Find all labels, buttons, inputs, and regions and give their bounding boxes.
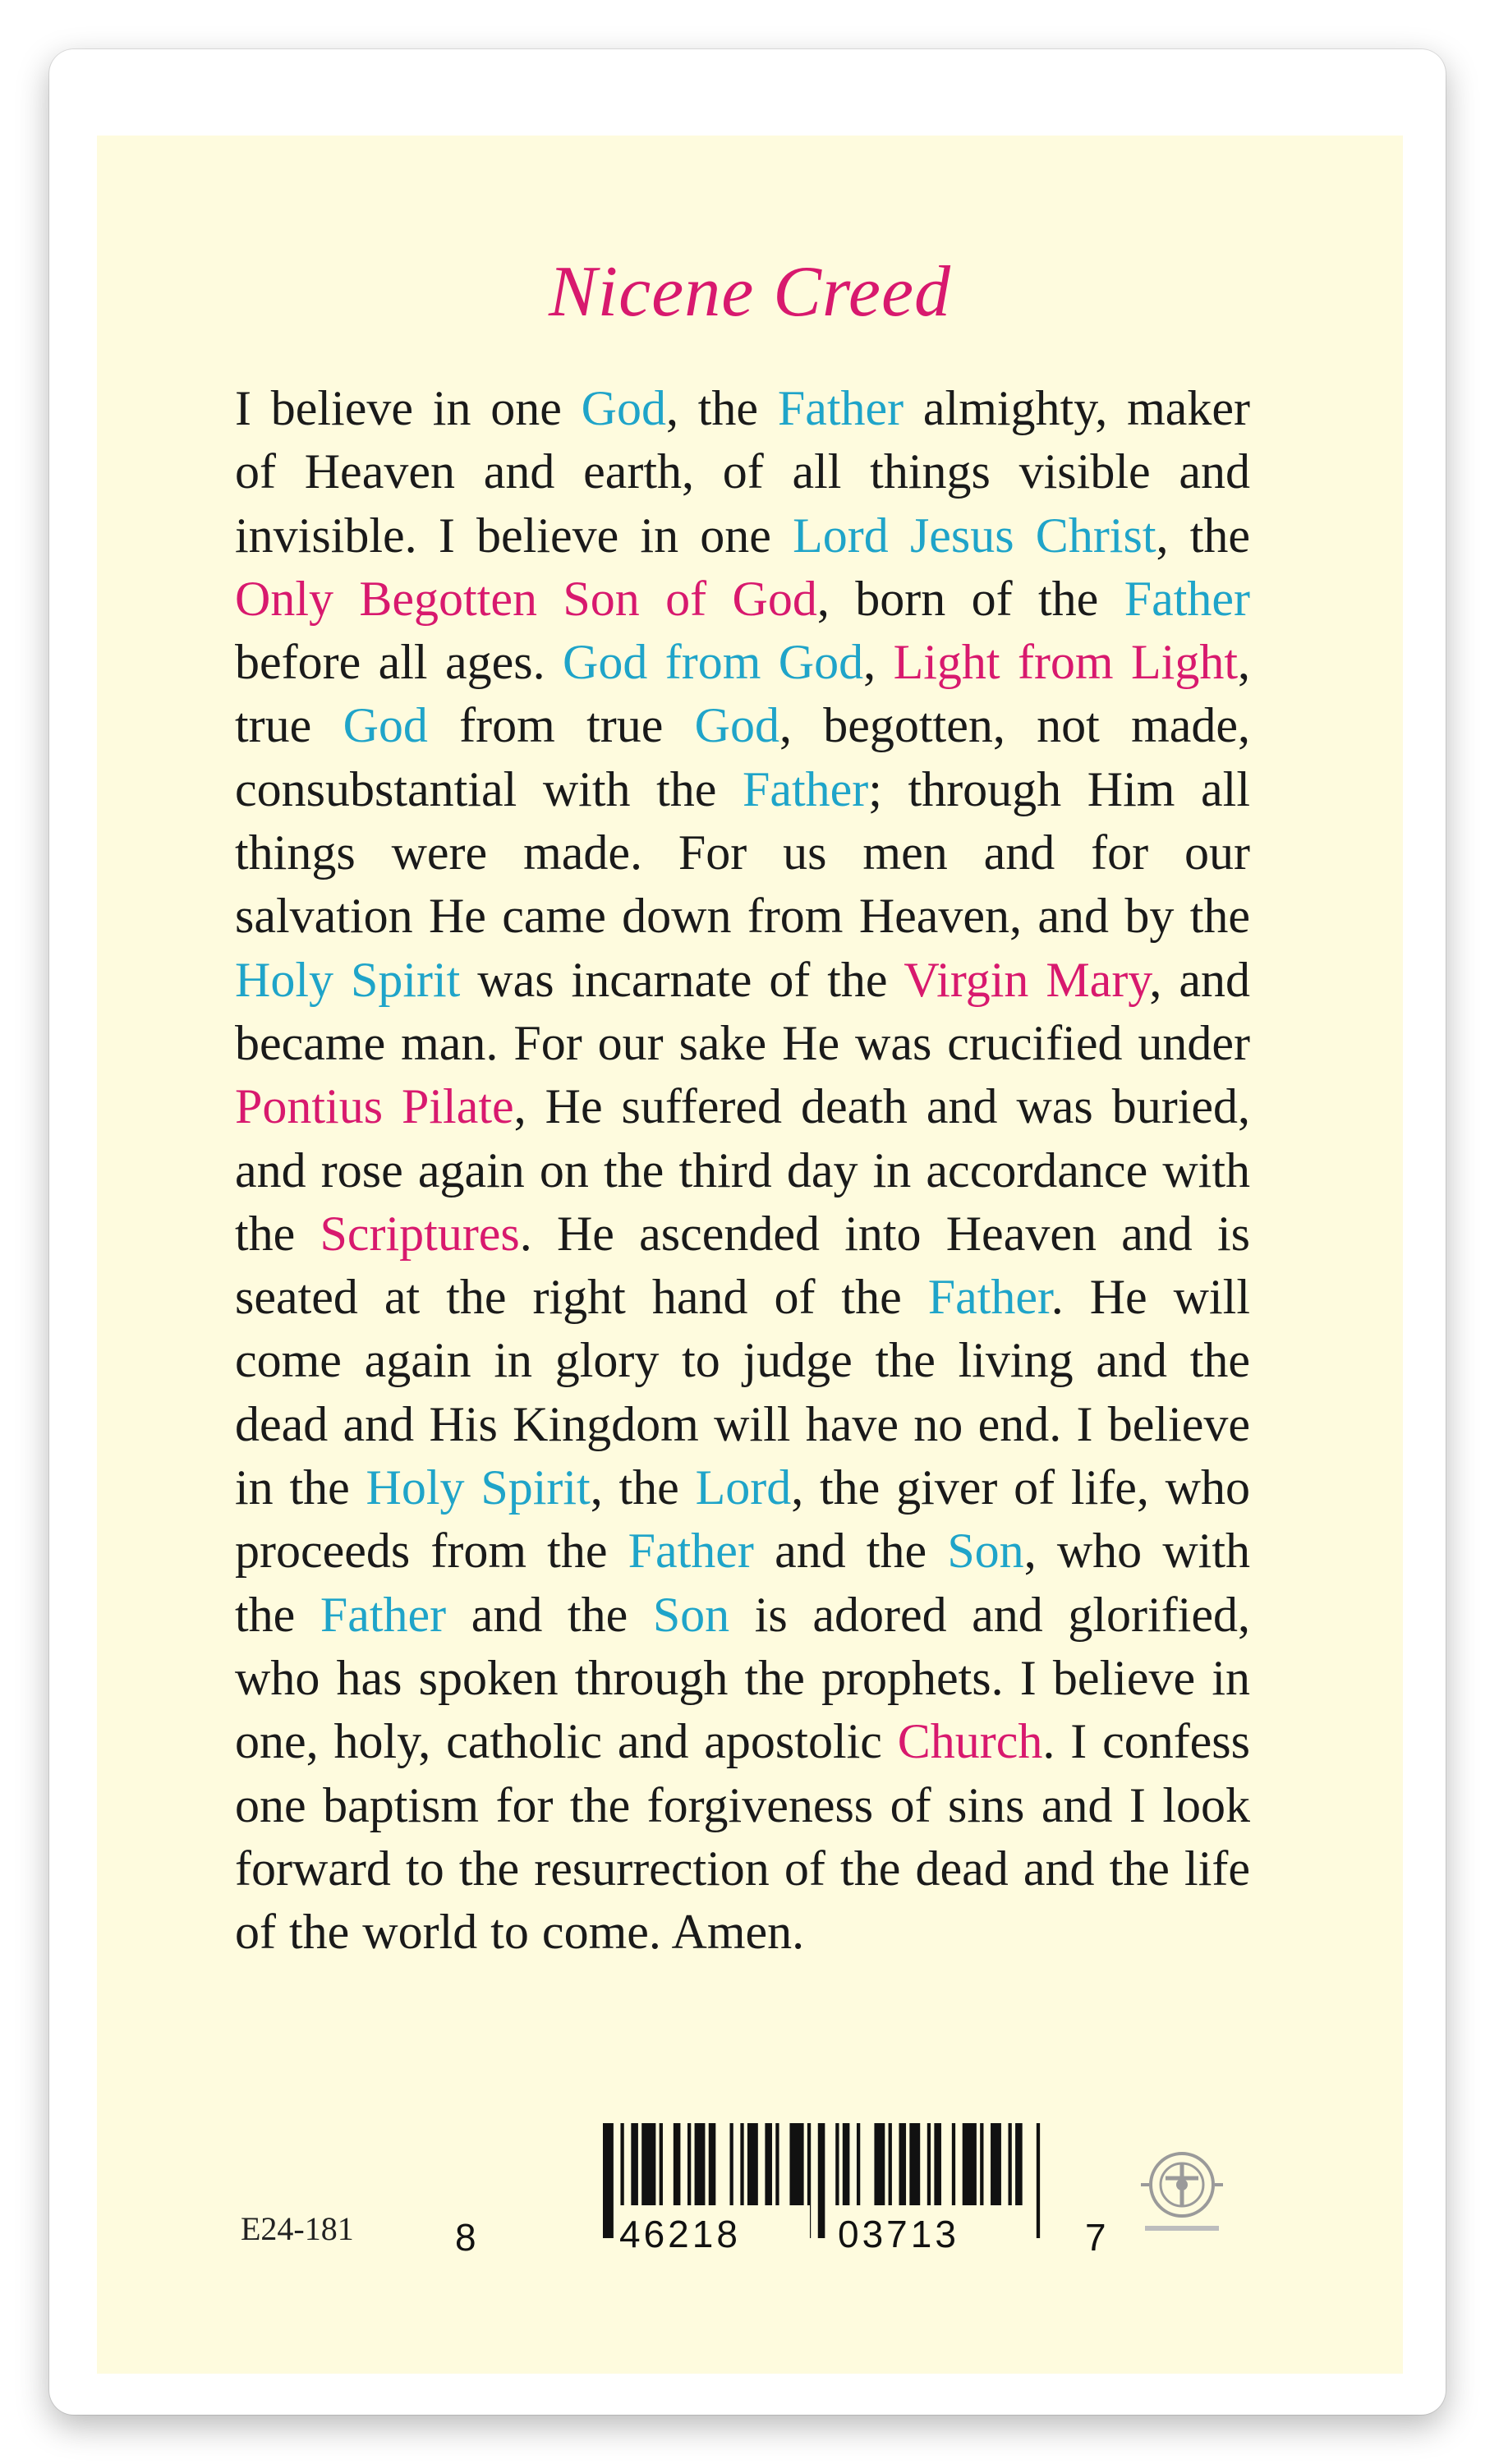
creed-text-segment: ,: [863, 635, 894, 690]
barcode-bar: [603, 2123, 614, 2238]
highlighted-term-blue: Lord: [695, 1460, 792, 1515]
barcode-bar: [818, 2123, 825, 2238]
barcode: [455, 2123, 1129, 2287]
creed-text-segment: , the: [1156, 508, 1250, 563]
highlighted-term-blue: Father: [320, 1587, 447, 1642]
highlighted-term-blue: Son: [652, 1587, 730, 1642]
highlighted-term-blue: Lord Jesus Christ: [793, 508, 1156, 563]
creed-text-segment: was incarnate of the: [460, 952, 904, 1007]
highlighted-term-pink: Only Begotten Son of God: [235, 571, 817, 626]
highlighted-term-pink: Scriptures: [320, 1206, 520, 1261]
highlighted-term-blue: Holy Spirit: [366, 1460, 591, 1515]
highlighted-term-blue: God: [343, 698, 428, 753]
creed-text-segment: I believe in one: [235, 381, 582, 435]
creed-text-segment: , the: [590, 1460, 696, 1515]
creed-text-segment: , the: [665, 381, 778, 435]
highlighted-term-pink: Church: [897, 1714, 1043, 1769]
creed-text-segment: , true: [235, 635, 1250, 753]
highlighted-term-blue: God: [694, 698, 779, 753]
item-code: E24-181: [241, 2210, 354, 2247]
publisher-seal-icon: [1112, 2126, 1252, 2265]
creed-text-segment: ; through Him all things were made. For us men and for our salvation He came down from Heaven, and by the: [235, 761, 1250, 944]
highlighted-term-blue: Son: [947, 1524, 1024, 1579]
creed-text: [235, 377, 1250, 1964]
highlighted-term-blue: Father: [777, 381, 904, 435]
barcode-right-digits: 03713: [838, 2213, 959, 2255]
creed-text-segment: and the: [753, 1524, 948, 1579]
highlighted-term-blue: Father: [743, 761, 869, 816]
card-title: Nicene Creed: [548, 252, 952, 332]
creed-text-segment: from true: [427, 698, 695, 753]
highlighted-term-pink: Light from Light: [893, 635, 1238, 690]
highlighted-term-blue: God from God: [563, 635, 864, 690]
barcode-last-digit: 7: [1085, 2216, 1106, 2259]
creed-text-segment: , and became man. For our sake He was crucified under: [235, 952, 1250, 1070]
highlighted-term-pink: Virgin Mary: [904, 952, 1150, 1007]
creed-text-segment: before all ages.: [235, 635, 563, 690]
barcode-first-digit: 8: [455, 2216, 476, 2259]
creed-text-segment: , born of the: [816, 571, 1124, 626]
creed-text-segment: and the: [446, 1587, 653, 1642]
creed-text-segment: , begotten, not made, consubstantial with the: [235, 698, 1251, 816]
barcode-left-digits: 46218: [619, 2213, 741, 2255]
prayer-card: [97, 136, 1403, 2374]
barcode-bar: [1037, 2123, 1040, 2238]
creed-text-segment: , He suffered death and was buried, and rose again on the third day in accordance with the: [235, 1079, 1251, 1261]
creed-text-segment: . I confess one baptism for the forgiveness of sins and I look forward to the resurrection of the dead and the life of the world to come. Amen.: [235, 1714, 1251, 1960]
creed-text-segment: , who with the: [235, 1524, 1250, 1642]
highlighted-term-blue: God: [581, 381, 666, 435]
highlighted-term-blue: Father: [927, 1270, 1051, 1325]
highlighted-term-blue: Father: [628, 1524, 754, 1579]
creed-text-segment: almighty, maker of Heaven and earth, of all things visible and invisible. I believe in one: [235, 381, 1250, 563]
highlighted-term-blue: Father: [1124, 571, 1250, 626]
highlighted-term-pink: Pontius Pilate: [235, 1079, 514, 1134]
creed-text-segment: . He ascended into Heaven and is seated at the right hand of the: [235, 1206, 1250, 1325]
creed-text-segment: . He will come again in glory to judge the living and the dead and His Kingdom will have no end. I believe in the: [235, 1270, 1250, 1515]
highlighted-term-blue: Holy Spirit: [235, 952, 461, 1007]
creed-text-segment: , the giver of life, who proceeds from the: [235, 1460, 1250, 1579]
creed-text-segment: is adored and glorified, who has spoken through the prophets. I believe in one, holy, catholic and apostolic: [235, 1587, 1250, 1769]
